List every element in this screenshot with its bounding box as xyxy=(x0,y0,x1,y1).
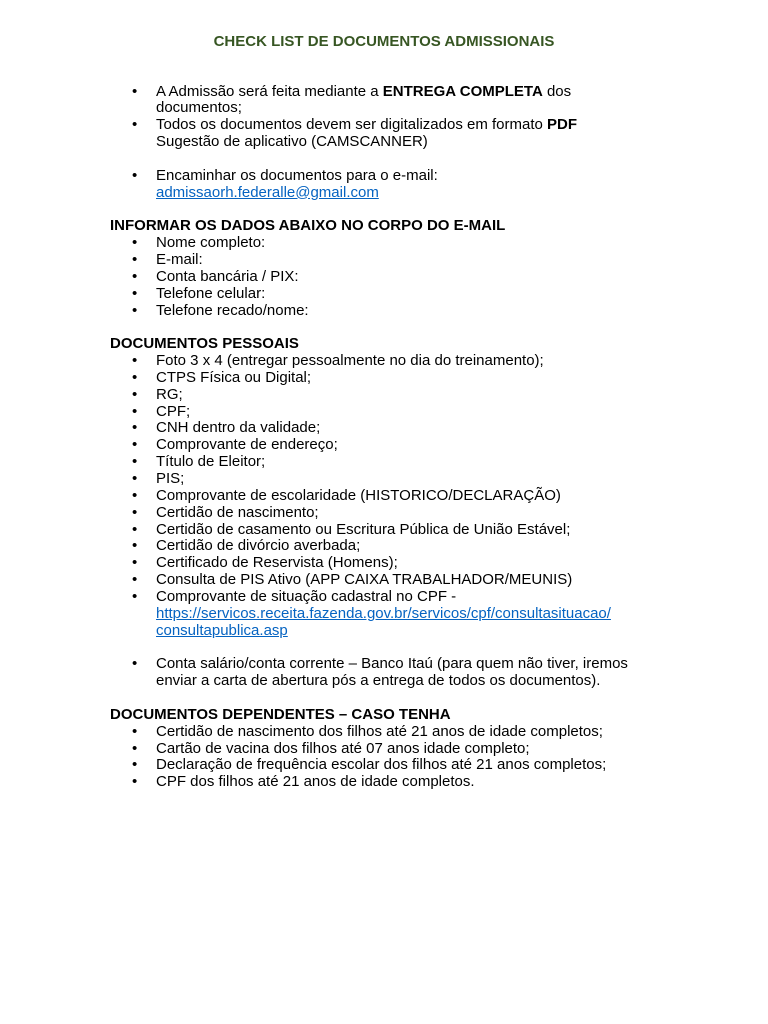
list-item-telefone-recado: • Telefone recado/nome: xyxy=(110,303,730,320)
bold-text: PDF xyxy=(547,116,578,134)
list-item-cnh: • CNH dentro da validade; xyxy=(110,420,730,437)
item-line xyxy=(156,84,730,101)
list-item-ctps: • CTPS Física ou Digital; xyxy=(110,370,730,387)
item-line-continuation: Sugestão de aplicativo (CAMSCANNER) xyxy=(156,133,428,151)
blank-line xyxy=(110,151,730,168)
blank-line xyxy=(110,202,730,219)
blank-line xyxy=(110,690,730,707)
item-line-continuation: documentos; xyxy=(156,99,242,117)
list-item-endereco: • Comprovante de endereço; xyxy=(110,437,730,454)
item-text: Todos os documentos devem ser digitalizados em formato xyxy=(156,116,548,134)
cpf-consulta-link[interactable] xyxy=(156,606,730,640)
item-line-continuation: enviar a carta de abertura pós a entrega de todos os documentos). xyxy=(156,672,601,690)
section-heading-dependentes: DOCUMENTOS DEPENDENTES – CASO TENHA xyxy=(110,705,451,723)
list-item-foto: • Foto 3 x 4 (entregar pessoalmente no dia do treinamento); xyxy=(110,353,730,370)
list-item-certidao-casamento: • Certidão de casamento ou Escritura Pública de União Estável; xyxy=(110,522,730,539)
email-link[interactable]: admissaorh.federalle@gmail.com xyxy=(156,183,379,201)
item-text: dos xyxy=(542,82,572,100)
list-item-email-field: • E-mail: xyxy=(110,252,730,269)
link-text-part2[interactable]: consultapublica.asp xyxy=(156,621,288,639)
item-text: • Comprovante de situação cadastral no CPF - xyxy=(156,587,457,605)
blank-line xyxy=(110,319,730,336)
document-body xyxy=(110,84,730,791)
list-item-escolaridade: • Comprovante de escolaridade (HISTORICO/DECLARAÇÃO) xyxy=(110,488,730,505)
blank-line xyxy=(110,639,730,656)
list-item-admissao xyxy=(110,84,730,118)
list-item-certidao-divorcio: • Certidão de divórcio averbada; xyxy=(110,538,730,555)
link-text-part1[interactable]: https://servicos.receita.fazenda.gov.br/servicos/cpf/consultasituacao/ xyxy=(156,604,611,622)
list-item-rg: • RG; xyxy=(110,387,730,404)
bold-text: ENTREGA COMPLETA xyxy=(382,82,543,100)
list-item-vacina-filhos: • Cartão de vacina dos filhos até 07 anos idade completo; xyxy=(110,741,730,758)
list-item-cpf-filhos: • CPF dos filhos até 21 anos de idade completos. xyxy=(110,774,730,791)
list-item-telefone-celular: • Telefone celular: xyxy=(110,286,730,303)
list-item-cpf: • CPF; xyxy=(110,404,730,421)
item-text: A Admissão será feita mediante a xyxy=(156,82,383,100)
section-heading-dados: INFORMAR OS DADOS ABAIXO NO CORPO DO E-MAIL xyxy=(110,217,506,235)
list-item-pis-ativo: • Consulta de PIS Ativo (APP CAIXA TRABALHADOR/MEUNIS) xyxy=(110,572,730,589)
list-item-frequencia-escolar: • Declaração de frequência escolar dos filhos até 21 anos completos; xyxy=(110,757,730,774)
list-item-conta-salario xyxy=(110,656,730,690)
list-item-reservista: • Certificado de Reservista (Homens); xyxy=(110,555,730,572)
section-heading-pessoais: DOCUMENTOS PESSOAIS xyxy=(110,335,299,353)
list-item-pis: • PIS; xyxy=(110,471,730,488)
list-item-certidao-nascimento: • Certidão de nascimento; xyxy=(110,505,730,522)
list-item-nome: • Nome completo: xyxy=(110,235,730,252)
item-line: • Conta salário/conta corrente – Banco Itaú (para quem não tiver, iremos xyxy=(156,655,628,673)
list-item-email xyxy=(110,168,730,202)
list-item-situacao-cpf xyxy=(110,589,730,640)
list-item-conta-bancaria: • Conta bancária / PIX: xyxy=(110,269,730,286)
item-line xyxy=(156,185,730,202)
list-item-titulo-eleitor: • Título de Eleitor; xyxy=(110,454,730,471)
item-text: • Encaminhar os documentos para o e-mail: xyxy=(156,166,438,184)
page-title: CHECK LIST DE DOCUMENTOS ADMISSIONAIS xyxy=(213,33,555,50)
list-item-nascimento-filhos: • Certidão de nascimento dos filhos até 21 anos de idade completos; xyxy=(110,724,730,741)
list-item-digitalizar xyxy=(110,117,730,151)
item-line xyxy=(156,117,730,134)
